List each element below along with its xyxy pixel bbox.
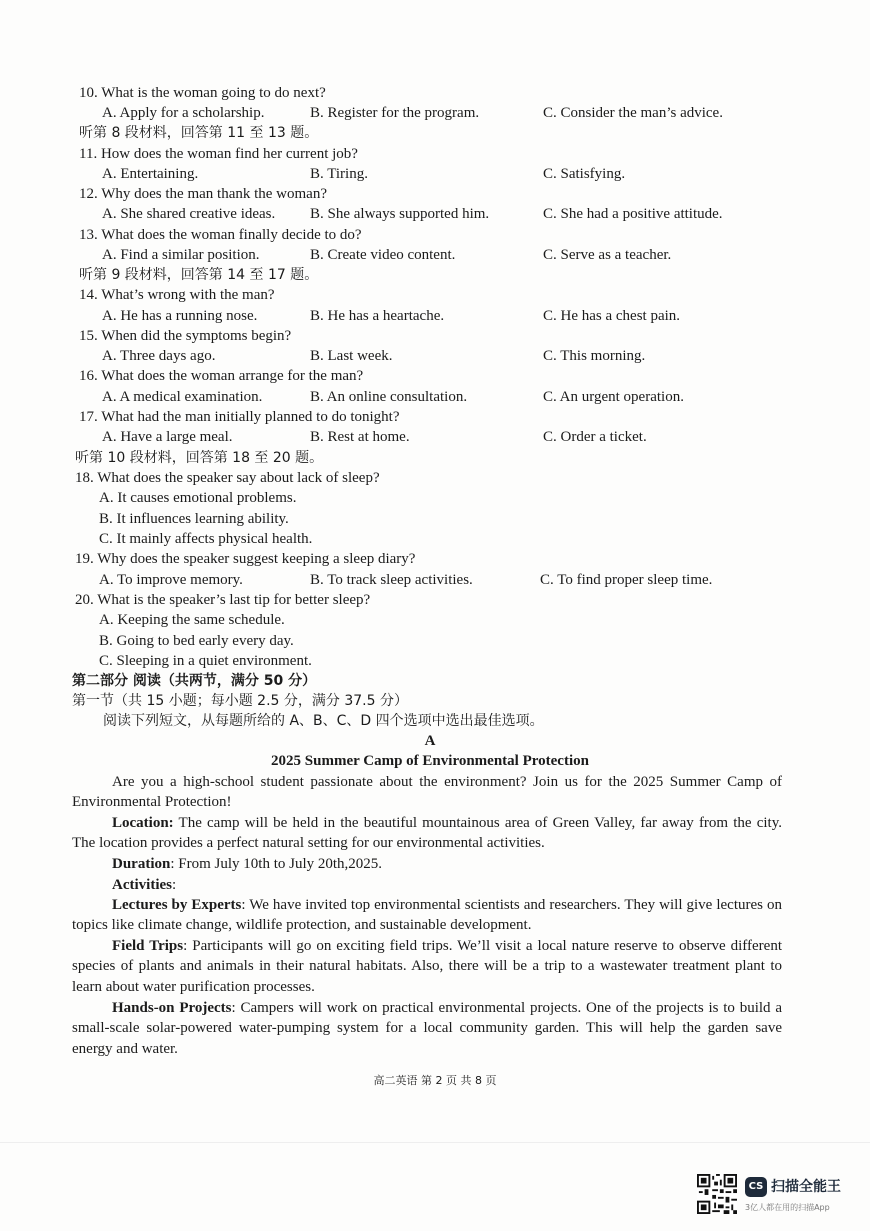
question-19-stem: 19. Why does the speaker suggest keeping a sleep diary? <box>75 551 416 567</box>
question-15-option-a: A. Three days ago. <box>102 348 216 364</box>
question-17-option-c: C. Order a ticket. <box>543 429 647 445</box>
section-9-instruction: 听第 9 段材料，回答第 14 至 17 题。 <box>79 267 319 283</box>
qr-code-icon <box>697 1174 737 1214</box>
field-trips-text: : Participants will go on exciting field trips. We’ll visit a local nature reserve to observe different species of plants and animals in their natural habitats. Also, there will be a trip to a wastewater treatment plant to learn about water purification processes. <box>72 938 783 995</box>
question-15-option-b: B. Last week. <box>310 348 393 364</box>
question-17-option-a: A. Have a large meal. <box>102 429 233 445</box>
question-18-option-c: C. It mainly affects physical health. <box>99 531 313 547</box>
question-11-option-a: A. Entertaining. <box>102 166 199 182</box>
hands-on-label: Hands-on Projects <box>112 1000 232 1016</box>
page-footer: 高二英语 第 2 页 共 8 页 <box>373 1074 497 1087</box>
activities-colon: : <box>171 877 177 893</box>
question-20-option-b: B. Going to bed early every day. <box>99 633 294 649</box>
question-12-option-b: B. She always supported him. <box>310 206 490 222</box>
question-10-option-c: C. Consider the man’s advice. <box>543 105 723 121</box>
section-1-title: 第一节（共 15 小题；每小题 2.5 分，满分 37.5 分） <box>72 693 408 709</box>
question-17-option-b: B. Rest at home. <box>310 429 410 445</box>
passage-title: 2025 Summer Camp of Environmental Protection <box>271 753 589 769</box>
question-17-stem: 17. What had the man initially planned to do tonight? <box>79 409 400 425</box>
section-8-instruction: 听第 8 段材料，回答第 11 至 13 题。 <box>79 125 319 141</box>
passage-duration <box>72 854 782 874</box>
question-15-stem: 15. When did the symptoms begin? <box>79 328 292 344</box>
question-14-option-c: C. He has a chest pain. <box>543 308 681 324</box>
question-10-option-a: A. Apply for a scholarship. <box>102 105 265 121</box>
question-11-stem: 11. How does the woman find her current job? <box>79 146 358 162</box>
passage-activities <box>72 875 782 895</box>
passage-lectures <box>72 895 782 936</box>
question-15-option-c: C. This morning. <box>543 348 646 364</box>
intro-text: Are you a high-school student passionate about the environment? Join us for the 2025 Summer Camp of Environmental Protection! <box>72 774 782 811</box>
activities-label: Activities <box>112 877 172 893</box>
camscanner-logo: CS <box>745 1177 767 1197</box>
passage-field-trips <box>72 936 782 997</box>
hands-on-text: : Campers will work on practical environmental projects. One of the projects is to build a small-scale solar-powered water-pumping system for a local community garden. This will help the garden save energy and water. <box>72 1000 782 1057</box>
question-14-option-a: A. He has a running nose. <box>102 308 258 324</box>
duration-text: : From July 10th to July 20th,2025. <box>170 856 383 872</box>
question-13-stem: 13. What does the woman finally decide to do? <box>79 227 362 243</box>
question-12-option-a: A. She shared creative ideas. <box>102 206 276 222</box>
question-14-stem: 14. What’s wrong with the man? <box>79 287 275 303</box>
question-18-option-a: A. It causes emotional problems. <box>99 490 297 506</box>
question-16-option-b: B. An online consultation. <box>310 389 468 405</box>
question-11-option-c: C. Satisfying. <box>543 166 626 182</box>
scanner-watermark <box>697 1174 867 1218</box>
question-20-stem: 20. What is the speaker’s last tip for better sleep? <box>75 592 371 608</box>
passage-location <box>72 813 782 854</box>
question-14-option-b: B. He has a heartache. <box>310 308 445 324</box>
scan-edge-divider <box>0 1142 870 1143</box>
question-13-option-c: C. Serve as a teacher. <box>543 247 672 263</box>
question-13-option-b: B. Create video content. <box>310 247 456 263</box>
question-20-option-a: A. Keeping the same schedule. <box>99 612 285 628</box>
passage-letter: A <box>424 733 436 749</box>
part-2-title: 第二部分 阅读（共两节，满分 50 分） <box>72 673 317 689</box>
question-13-option-a: A. Find a similar position. <box>102 247 260 263</box>
question-18-option-b: B. It influences learning ability. <box>99 511 289 527</box>
section-10-instruction: 听第 10 段材料，回答第 18 至 20 题。 <box>75 450 324 466</box>
question-16-option-c: C. An urgent operation. <box>543 389 684 405</box>
location-text: The camp will be held in the beautiful mountainous area of Green Valley, far away from the city. The location provides a perfect natural setting for our environmental activities. <box>72 815 782 852</box>
camscanner-name: 扫描全能王 <box>771 1179 841 1195</box>
question-10-option-b: B. Register for the program. <box>310 105 480 121</box>
question-19-option-a: A. To improve memory. <box>99 572 243 588</box>
duration-label: Duration <box>112 856 171 872</box>
question-12-option-c: C. She had a positive attitude. <box>543 206 723 222</box>
question-18-stem: 18. What does the speaker say about lack of sleep? <box>75 470 380 486</box>
passage-intro <box>72 772 782 813</box>
question-10-stem: 10. What is the woman going to do next? <box>79 85 326 101</box>
question-11-option-b: B. Tiring. <box>310 166 368 182</box>
lectures-label: Lectures by Experts <box>112 897 242 913</box>
question-12-stem: 12. Why does the man thank the woman? <box>79 186 327 202</box>
question-19-option-b: B. To track sleep activities. <box>310 572 473 588</box>
question-19-option-c: C. To find proper sleep time. <box>540 572 713 588</box>
location-label: Location: <box>112 815 174 831</box>
question-20-option-c: C. Sleeping in a quiet environment. <box>99 653 312 669</box>
camscanner-tagline: 3亿人都在用的扫描App <box>745 1203 830 1212</box>
passage-hands-on <box>72 998 782 1059</box>
reading-instruction: 阅读下列短文，从每题所给的 A、B、C、D 四个选项中选出最佳选项。 <box>103 713 544 729</box>
question-16-option-a: A. A medical examination. <box>102 389 263 405</box>
question-16-stem: 16. What does the woman arrange for the man? <box>79 368 364 384</box>
field-trips-label: Field Trips <box>112 938 184 954</box>
lectures-text: : We have invited top environmental scientists and researchers. They will give lectures on topics like climate change, wildlife protection, and sustainable development. <box>72 897 782 934</box>
